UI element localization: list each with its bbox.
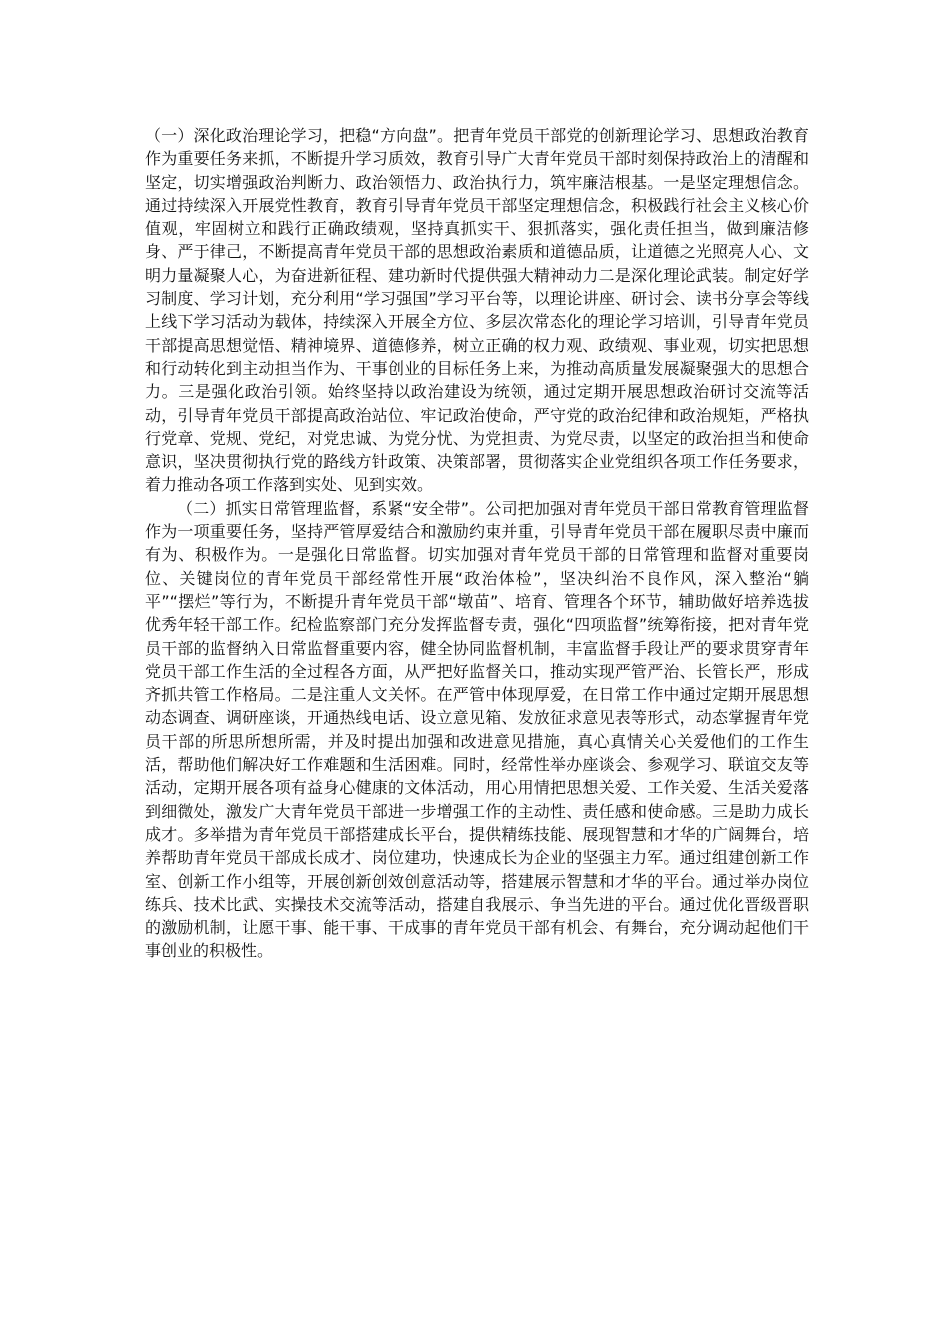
paragraph-2: （二）抓实日常管理监督，系紧“安全带”。公司把加强对青年党员干部日常教育管理监督作为一项重要任务，坚持严管厚爱结合和激励约束并重，引导青年党员干部在履职尽责中廉而有为、积极作为。一是强化日常监督。切实加强对青年党员干部的日常管理和监督对重要岗位、关键岗位的青年党员干部经常性开展“政治体检”，坚决纠治不良作风，深入整治“躺平”“摆烂”等行为，不断提升青年党员干部“墩苗”、培育、管理各个环节，辅助做好培养选拔优秀年轻干部工作。纪检监察部门充分发挥监督专责，强化“四项监督”统筹衔接，把对青年党员干部的监督纳入日常监督重要内容，健全协同监督机制，丰富监督手段让严的要求贯穿青年党员干部工作生活的全过程各方面，从严把好监督关口，推动实现严管严治、长管长严，形成齐抓共管工作格局。二是注重人文关怀。在严管中体现厚爱，在日常工作中通过定期开展思想动态调查、调研座谈，开通热线电话、设立意见箱、发放征求意见表等形式，动态掌握青年党员干部的所思所想所需，并及时提出加强和改进意见措施，真心真情关心关爱他们的工作生活，帮助他们解决好工作难题和生活困难。同时，经常性举办座谈会、参观学习、联谊交友等活动，定期开展各项有益身心健康的文体活动，用心用情把思想关爱、工作关爱、生活关爱落到细微处，激发广大青年党员干部进一步增强工作的主动性、责任感和使命感。三是助力成长成才。多举措为青年党员干部搭建成长平台，提供精练技能、展现智慧和才华的广阔舞台，培养帮助青年党员干部成长成才、岗位建功，快速成长为企业的坚强主力军。通过组建创新工作室、创新工作小组等，开展创新创效创意活动等，搭建展示智慧和才华的平台。通过举办岗位练兵、技术比武、实操技术交流等活动，搭建自我展示、争当先进的平台。通过优化晋级晋职的激励机制，让愿干事、能干事、干成事的青年党员干部有机会、有舞台，充分调动起他们干事创业的积极性。 [145, 498, 809, 961]
paragraph-1: （一）深化政治理论学习，把稳“方向盘”。把青年党员干部党的创新理论学习、思想政治教育作为重要任务来抓，不断提升学习质效，教育引导广大青年党员干部时刻保持政治上的清醒和坚定，切实增强政治判断力、政治领悟力、政治执行力，筑牢廉洁根基。一是坚定理想信念。通过持续深入开展党性教育，教育引导青年党员干部坚定理想信念，积极践行社会主义核心价值观，牢固树立和践行正确政绩观，坚持真抓实干、狠抓落实，强化责任担当，做到廉洁修身、严于律己，不断提高青年党员干部的思想政治素质和道德品质，让道德之光照亮人心、文明力量凝聚人心，为奋进新征程、建功新时代提供强大精神动力二是深化理论武装。制定好学习制度、学习计划，充分利用“学习强国”学习平台等，以理论讲座、研讨会、读书分享会等线上线下学习活动为载体，持续深入开展全方位、多层次常态化的理论学习培训，引导青年党员干部提高思想觉悟、精神境界、道德修养，树立正确的权力观、政绩观、事业观，切实把思想和行动转化到主动担当作为、干事创业的目标任务上来，为推动高质量发展凝聚强大的思想合力。三是强化政治引领。始终坚持以政治建设为统领，通过定期开展思想政治研讨交流等活动，引导青年党员干部提高政治站位、牢记政治使命，严守党的政治纪律和政治规矩，严格执行党章、党规、党纪，对党忠诚、为党分忧、为党担责、为党尽责，以坚定的政治担当和使命意识，坚决贯彻执行党的路线方针政策、决策部署，贯彻落实企业党组织各项工作任务要求，着力推动各项工作落到实处、见到实效。 [145, 126, 809, 495]
document-body [145, 124, 809, 963]
